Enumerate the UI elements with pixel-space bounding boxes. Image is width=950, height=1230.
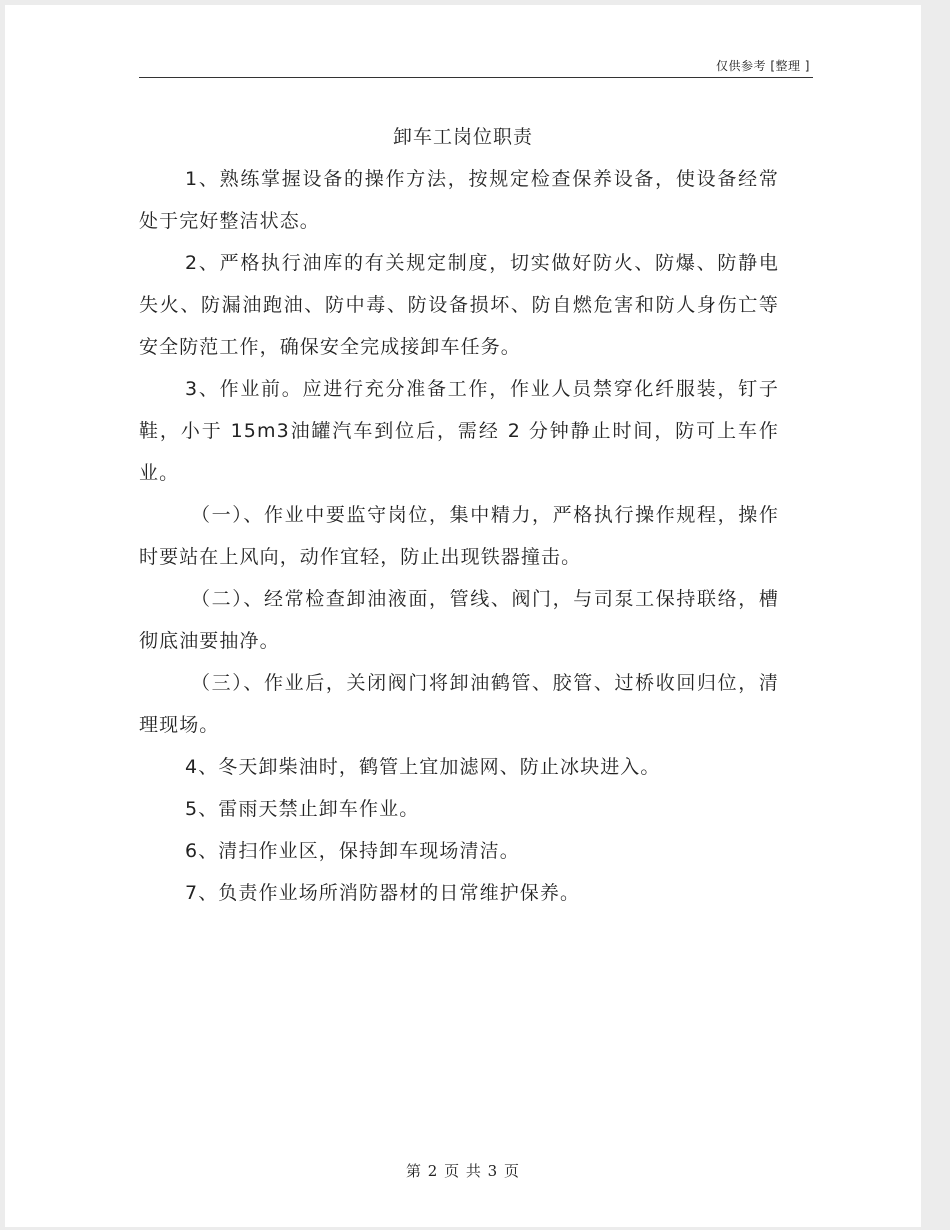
paragraph-sub-1: （一）、作业中要监守岗位，集中精力，严格执行操作规程，操作时要站在上风向，动作宜轻，防止出现铁器撞击。 bbox=[139, 504, 779, 568]
paragraph-sub-2: （二）、经常检查卸油液面，管线、阀门，与司泵工保持联络，槽彻底油要抽净。 bbox=[139, 588, 779, 652]
header-note: 仅供参考 [整理 ] bbox=[716, 59, 810, 73]
paragraph-3: 3、作业前。应进行充分准备工作，作业人员禁穿化纤服装，钉子鞋，小于 15m3油罐汽车到位后，需经 2 分钟静止时间，防可上车作业。 bbox=[139, 378, 779, 484]
paragraph-2: 2、严格执行油库的有关规定制度，切实做好防火、防爆、防静电失火、防漏油跑油、防中毒、防设备损坏、防自燃危害和防人身伤亡等安全防范工作，确保安全完成接卸车任务。 bbox=[139, 252, 779, 358]
document-title: 卸车工岗位职责 bbox=[392, 126, 533, 148]
paragraph-7: 7、负责作业场所消防器材的日常维护保养。 bbox=[185, 882, 581, 904]
page-number: 第 2 页 共 3 页 bbox=[406, 1162, 520, 1180]
paragraph-6: 6、清扫作业区，保持卸车现场清洁。 bbox=[185, 840, 520, 862]
paragraph-4: 4、冬天卸柴油时，鹤管上宜加滤网、防止冰块进入。 bbox=[185, 756, 661, 778]
document-body bbox=[139, 158, 779, 914]
paragraph-1: 1、熟练掌握设备的操作方法，按规定检查保养设备，使设备经常处于完好整洁状态。 bbox=[139, 168, 779, 232]
paragraph-5: 5、雷雨天禁止卸车作业。 bbox=[185, 798, 420, 820]
paragraph-sub-3: （三）、作业后，关闭阀门将卸油鹤管、胶管、过桥收回归位，清理现场。 bbox=[139, 672, 779, 736]
header-divider bbox=[139, 77, 813, 78]
document-page bbox=[5, 5, 921, 1227]
